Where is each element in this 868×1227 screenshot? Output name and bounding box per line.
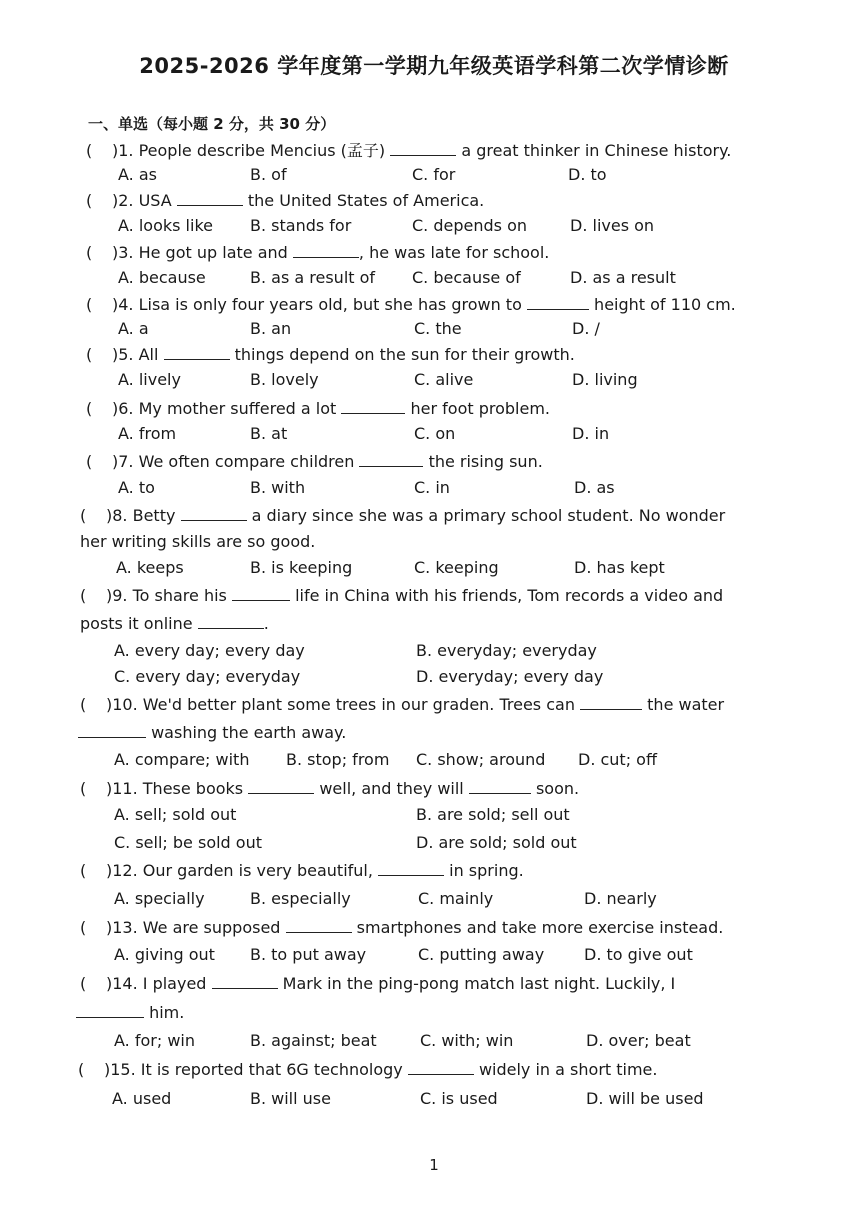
option-c: C. on xyxy=(414,424,456,443)
option-a: A. for; win xyxy=(114,1031,195,1050)
option-a: A. from xyxy=(118,424,177,443)
answer-blank xyxy=(177,190,243,206)
answer-blank xyxy=(293,242,359,258)
option-b: B. to put away xyxy=(250,945,367,964)
option-d: D. in xyxy=(572,424,610,443)
option-b: B. is keeping xyxy=(250,558,353,577)
option-b: B. of xyxy=(250,165,287,184)
option-d: D. to xyxy=(568,165,607,184)
answer-blank xyxy=(390,140,456,156)
answer-blank xyxy=(359,451,423,467)
option-a: A. lively xyxy=(118,370,181,389)
option-a: A. as xyxy=(118,165,157,184)
answer-blank xyxy=(164,344,230,360)
option-d: D. as a result xyxy=(570,268,676,287)
question-9-continuation: posts it online . xyxy=(80,614,269,633)
answer-blank xyxy=(527,294,589,310)
option-d: D. as xyxy=(574,478,615,497)
option-d: D. over; beat xyxy=(586,1031,691,1050)
option-c: C. alive xyxy=(414,370,474,389)
option-b: B. stands for xyxy=(250,216,352,235)
option-c: C. with; win xyxy=(420,1031,514,1050)
answer-blank xyxy=(408,1059,474,1075)
option-a: A. every day; every day xyxy=(114,641,305,660)
question-10: ( )10. We'd better plant some trees in our graden. Trees can the water xyxy=(80,695,725,714)
option-a: A. compare; with xyxy=(114,750,250,769)
answer-blank xyxy=(212,973,278,989)
answer-blank xyxy=(78,722,146,738)
option-a: A. giving out xyxy=(114,945,215,964)
answer-blank xyxy=(181,505,247,521)
answer-blank xyxy=(198,613,264,629)
question-9: ( )9. To share his life in China with his friends, Tom records a video and xyxy=(80,586,724,605)
option-c: C. keeping xyxy=(414,558,499,577)
option-a: A. sell; sold out xyxy=(114,805,237,824)
page-number: 1 xyxy=(429,1156,439,1174)
question-11: ( )11. These books well, and they will soon. xyxy=(80,779,580,798)
option-a: A. looks like xyxy=(118,216,213,235)
question-12: ( )12. Our garden is very beautiful, in spring. xyxy=(80,861,524,880)
option-d: D. cut; off xyxy=(578,750,657,769)
option-d: D. to give out xyxy=(584,945,693,964)
option-c: C. depends on xyxy=(412,216,527,235)
answer-blank xyxy=(248,778,314,794)
option-b: B. at xyxy=(250,424,288,443)
question-3: ( )3. He got up late and , he was late for school. xyxy=(86,243,550,262)
option-c: C. mainly xyxy=(418,889,494,908)
option-b: B. against; beat xyxy=(250,1031,377,1050)
question-8-continuation: her writing skills are so good. xyxy=(80,532,316,551)
answer-blank xyxy=(469,778,531,794)
option-a: A. specially xyxy=(114,889,205,908)
question-8: ( )8. Betty a diary since she was a primary school student. No wonder xyxy=(80,506,726,525)
option-a: A. to xyxy=(118,478,155,497)
option-d: D. lives on xyxy=(570,216,655,235)
option-c: C. show; around xyxy=(416,750,546,769)
answer-blank xyxy=(341,398,405,414)
section-title: 一、单选（每小题 2 分，共 30 分） xyxy=(88,115,336,133)
answer-blank xyxy=(580,694,642,710)
option-c: C. because of xyxy=(412,268,521,287)
option-d: D. will be used xyxy=(586,1089,704,1108)
answer-blank xyxy=(286,917,352,933)
option-b: B. everyday; everyday xyxy=(416,641,597,660)
option-d: D. are sold; sold out xyxy=(416,833,577,852)
answer-blank xyxy=(378,860,444,876)
option-d: D. everyday; every day xyxy=(416,667,604,686)
question-7: ( )7. We often compare children the rising sun. xyxy=(86,452,543,471)
question-6: ( )6. My mother suffered a lot her foot problem. xyxy=(86,399,551,418)
question-14: ( )14. I played Mark in the ping-pong match last night. Luckily, I xyxy=(80,974,676,993)
question-14-continuation: him. xyxy=(76,1002,184,1023)
option-b: B. as a result of xyxy=(250,268,376,287)
option-a: A. keeps xyxy=(116,558,184,577)
question-15: ( )15. It is reported that 6G technology widely in a short time. xyxy=(78,1060,658,1079)
answer-blank xyxy=(76,1002,144,1018)
option-c: C. for xyxy=(412,165,456,184)
option-b: B. with xyxy=(250,478,306,497)
option-b: B. stop; from xyxy=(286,750,390,769)
option-b: B. are sold; sell out xyxy=(416,805,570,824)
option-b: B. especially xyxy=(250,889,351,908)
exam-title: 2025-2026 学年度第一学期九年级英语学科第二次学情诊断 xyxy=(139,54,729,78)
option-c: C. the xyxy=(414,319,462,338)
option-c: C. sell; be sold out xyxy=(114,833,262,852)
question-10-continuation: washing the earth away. xyxy=(78,722,346,743)
option-d: D. / xyxy=(572,319,600,338)
question-13: ( )13. We are supposed smartphones and take more exercise instead. xyxy=(80,918,724,937)
option-b: B. will use xyxy=(250,1089,331,1108)
question-5: ( )5. All things depend on the sun for their growth. xyxy=(86,345,575,364)
option-c: C. putting away xyxy=(418,945,545,964)
option-a: A. a xyxy=(118,319,149,338)
option-b: B. an xyxy=(250,319,292,338)
option-c: C. every day; everyday xyxy=(114,667,301,686)
option-a: A. used xyxy=(112,1089,172,1108)
option-a: A. because xyxy=(118,268,206,287)
answer-blank xyxy=(232,585,290,601)
option-d: D. living xyxy=(572,370,638,389)
option-b: B. lovely xyxy=(250,370,319,389)
option-c: C. in xyxy=(414,478,450,497)
option-d: D. nearly xyxy=(584,889,657,908)
option-c: C. is used xyxy=(420,1089,498,1108)
question-1: ( )1. People describe Mencius (孟子) a great thinker in Chinese history. xyxy=(86,141,732,160)
question-2: ( )2. USA the United States of America. xyxy=(86,191,485,210)
option-d: D. has kept xyxy=(574,558,665,577)
question-4: ( )4. Lisa is only four years old, but she has grown to height of 110 cm. xyxy=(86,295,736,314)
